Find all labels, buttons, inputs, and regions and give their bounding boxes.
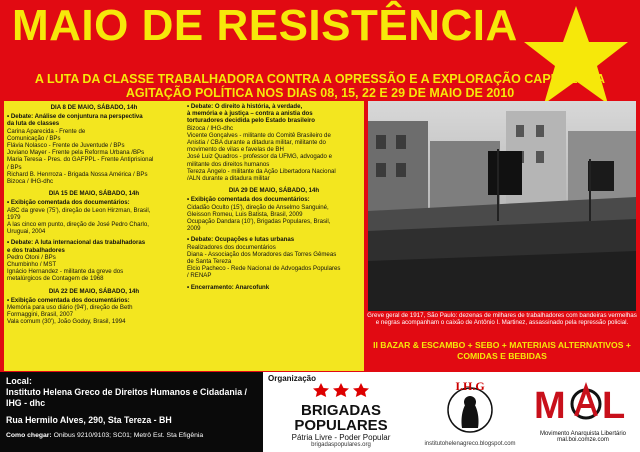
location-label: Local: <box>6 376 32 386</box>
schedule-spacer <box>7 185 181 189</box>
schedule-line: Vicente Gonçalves - militante do Comitê Brasileiro de <box>187 131 331 139</box>
three-stars-icon <box>311 382 371 398</box>
schedule-line: Ignácio Hernandez - militante da greve dos <box>7 268 124 276</box>
schedule-line: • Exibição comentada dos documentários: <box>7 296 130 304</box>
schedule-day-heading: DIA 22 DE MAIO, SÁBADO, 14h <box>48 287 140 295</box>
schedule-line: de Santa Tereza <box>187 258 232 266</box>
location-box <box>0 372 263 452</box>
brigadas-slogan: Pátria Livre - Poder Popular <box>291 433 391 442</box>
ihg-url: institutohelenagreco.blogspot.com <box>424 441 516 447</box>
schedule-line: Realizadores dos documentários <box>187 243 276 251</box>
schedule-spacer <box>7 283 181 287</box>
mal-logo <box>528 380 638 443</box>
mal-subtitle: Movimento Anarquista Libertário <box>539 431 627 437</box>
schedule-line: metalúrgicos de Contagem de 1968 <box>7 275 104 283</box>
schedule-line: militante dos direitos humanos <box>187 160 270 168</box>
schedule-line: Maria Teresa - Pres. do GAFPPL - Frente Antiprisional <box>7 156 154 164</box>
brigadas-name-2: POPULARES <box>294 417 388 434</box>
schedule-line: • Debate: Ocupações e lutas urbanas <box>187 236 295 244</box>
schedule-line: Cidadão Oculto (15'), direção de Anselmo Sanguiné, <box>187 203 329 211</box>
schedule-line: Flávia Nolasco - Frente de Juventude / BPs <box>7 142 125 150</box>
schedule-line: /ALN durante a ditadura militar <box>187 175 270 183</box>
historic-photo <box>368 101 636 311</box>
schedule-line: da luta de classes <box>7 120 60 128</box>
schedule-day-heading: DIA 8 DE MAIO, SÁBADO, 14h <box>50 104 138 111</box>
location-name: Instituto Helena Greco de Direitos Humanos e Cidadania / IHG - dhc <box>6 387 247 408</box>
schedule-line: 2009 <box>187 225 201 233</box>
schedule-line: Tereza Ângelo - militante da Ação Libertadora Nacional <box>187 167 336 175</box>
schedule-line: ABC da greve (75'), direção de Leon Hirzman, Brasil, <box>7 206 151 214</box>
organization-label: Organização <box>268 374 317 383</box>
ihg-logo <box>420 380 520 447</box>
schedule-line: Pedro Otoni / BPs <box>7 253 56 261</box>
svg-text:L: L <box>602 385 626 426</box>
poster-title: MAIO DE RESISTÊNCIA <box>12 1 518 50</box>
schedule-line: à memória e à justiça – contra a anistia dos <box>187 110 313 118</box>
schedule-day-heading: DIA 29 DE MAIO, SÁBADO, 14h <box>228 187 320 195</box>
schedule-line: movimento de vilas e favelas de BH <box>187 146 284 154</box>
schedule-line: Diana - Associação dos Moradores das Torres Gêmeas <box>187 250 337 258</box>
brigadas-populares-logo <box>282 382 400 448</box>
mal-url: mal.boi.comze.com <box>557 437 609 443</box>
schedule-line: Joviano Mayer - Frente pela Reforma Urbana /BPs <box>7 149 145 157</box>
schedule-line: A las cinco em punto, direção de José Pedro Charlo, <box>7 221 149 229</box>
schedule-column-left <box>7 103 181 326</box>
photo-caption: Greve geral de 1917, São Paulo: dezenas de milhares de trabalhadores com bandeiras vermelhas e negras acompanham o caixão de Antônio I. Martinez, assassinado pela repressão policial. <box>367 312 637 327</box>
schedule-line: e dos trabalhadores <box>7 246 65 254</box>
how-to-get-there-label: Como chegar: <box>6 432 52 439</box>
schedule-line: / BPs <box>7 163 22 171</box>
how-to-get-there-text: Onibus 9210/9103; SC01; Metrô Est. Sta Efigênia <box>53 432 204 439</box>
how-to-get-there <box>6 430 257 441</box>
schedule-line: / RENAP <box>187 272 212 280</box>
schedule-line: Ocupação Dandara (10'), Brigadas Populares, Brasil, <box>187 218 331 226</box>
schedule-column-right <box>187 103 361 291</box>
schedule-spacer <box>187 182 361 186</box>
schedule-line: • Encerramento: Anarcofunk <box>187 283 270 291</box>
schedule-line: Anistia / CBA durante a ditadura militar, militante do <box>187 139 326 147</box>
schedule-line: Formaggini, Brasil, 2007 <box>7 311 74 319</box>
schedule-line: • Debate: Análise de conjuntura na perspectiva <box>7 113 143 121</box>
schedule-line: torturadores decidida pelo Estado brasileiro <box>187 117 315 125</box>
schedule-panel <box>4 101 364 371</box>
brigadas-url: brigadaspopulares.org <box>311 442 371 448</box>
location-address: Rua Hermilo Alves, 290, Sta Tereza - BH <box>6 415 172 425</box>
mal-emblem <box>530 380 636 426</box>
schedule-line: Carina Aparecida - Frente de <box>7 127 86 135</box>
schedule-line: Memória para uso diário (94'), direção de Beth <box>7 304 133 312</box>
schedule-line: Bizoca / IHG-dhc <box>187 124 234 132</box>
schedule-line: • Debate: A luta internacional das trabalhadoras <box>7 239 146 247</box>
schedule-line: Gleisson Romeu, Luis Batista, Brasil, 2009 <box>187 210 303 218</box>
schedule-day-heading: DIA 15 DE MAIO, SÁBADO, 14h <box>48 190 140 198</box>
schedule-line: • Exibição comentada dos documentários: <box>187 196 310 204</box>
svg-text:I.H.G: I.H.G <box>455 380 485 393</box>
schedule-line: 1979 <box>7 213 21 221</box>
ihg-emblem <box>438 380 502 436</box>
schedule-line: Chumbinho / MST <box>7 261 57 269</box>
subtitle-dates: AGITAÇÃO POLÍTICA NOS DIAS 08, 15, 22 E 29 DE MAIO DE 2010 <box>125 86 515 100</box>
brigadas-name-1: BRIGADAS <box>300 402 381 419</box>
svg-text:M: M <box>534 385 566 426</box>
schedule-line: • Exibição comentada dos documentários: <box>7 199 130 207</box>
schedule-line: • Debate: O direito à história, à verdade, <box>187 103 303 110</box>
schedule-line: Uruguai, 2004 <box>7 228 46 236</box>
subtitle-class-struggle: A LUTA DA CLASSE TRABALHADORA CONTRA A OPRESSÃO E A EXPLORAÇÃO CAPITALISTA <box>34 72 606 86</box>
schedule-line: Élcio Pacheco - Rede Nacional de Advogados Populares <box>187 265 341 273</box>
schedule-line: Richard B. Henrroza - Brigada Nossa América / BPs <box>7 170 148 178</box>
schedule-line: Comunicação / BPs <box>7 134 61 142</box>
bazar-announcement: II BAZAR & ESCAMBO + SEBO + MATERIAIS ALTERNATIVOS + COMIDAS E BEBIDAS <box>373 340 631 361</box>
schedule-line: Bizoca / IHG-dhc <box>7 178 54 186</box>
schedule-line: Vala comum (30'), João Godoy, Brasil, 1994 <box>7 318 126 326</box>
schedule-line: José Luiz Quadros - professor da UFMG, advogado e <box>187 153 332 161</box>
